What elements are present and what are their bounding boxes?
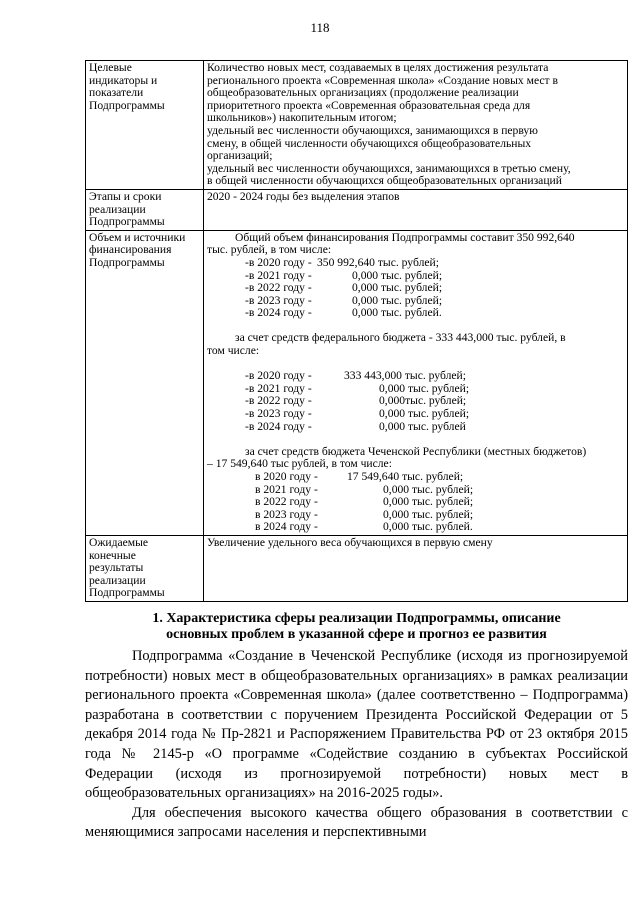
year-label: -в 2020 году - <box>245 369 312 383</box>
label-line: индикаторы и <box>89 73 158 87</box>
content-line: общеобразовательных организациях (продолжение реализации <box>207 86 519 100</box>
heading-line: основных проблем в указанной сфере и прогноз ее развития <box>166 627 547 642</box>
body-paragraph: Подпрограмма «Создание в Чеченской Республике (исходя из прогнозируемой потребности) новых мест в общеобразовательных организациях» в рамках реализации регионального проекта «Современная школа» (далее соответственно – Подпрограмма) разработана в соответствии с поручением Президента Российской Федерации от 5 декабря 2014 года № Пр-2821 и Распоряжением Правительства РФ от 23 октября 2015 года № 2145-р «О программе «Содействие созданию в субъектах Российской Федерации (исходя из прогнозируемой потребности) новых мест в общеобразовательных организациях» на 2016-2025 годы». <box>85 648 628 802</box>
row-content <box>204 61 628 190</box>
year-amount: 333 443,000 тыс. рублей; <box>344 369 466 383</box>
label-line: Объем и источники <box>89 230 186 244</box>
financing-year-row <box>207 496 624 509</box>
content-line: в общей численности обучающихся общеобразовательных организаций <box>207 174 562 188</box>
table-row-stages <box>86 189 628 230</box>
year-label: -в 2024 году - <box>245 419 312 433</box>
year-label: в 2022 году - <box>255 495 318 509</box>
content-line: регионального проекта «Современная школа» «Создание новых мест в <box>207 73 558 87</box>
year-label: -в 2020 году - <box>245 255 312 269</box>
year-label: в 2024 году - <box>255 520 318 534</box>
content-line: удельный вес численности обучающихся, занимающихся в третью смену, <box>207 161 571 175</box>
financing-total-intro: Общий объем финансирования Подпрограммы составит 350 992,640 <box>235 230 575 244</box>
subprogram-passport-table <box>85 60 628 602</box>
year-amount: 0,000 тыс. рублей; <box>352 281 443 295</box>
row-label <box>86 230 204 535</box>
content-line: приоритетного проекта «Современная образовательная среда для <box>207 98 531 112</box>
year-label: -в 2023 году - <box>245 407 312 421</box>
section-heading <box>85 611 628 643</box>
section-body <box>85 647 628 843</box>
year-label: -в 2022 году - <box>245 281 312 295</box>
financing-federal-intro: том числе: <box>207 344 260 358</box>
content-line: Количество новых мест, создаваемых в целях достижения результата <box>207 61 549 74</box>
year-amount: 0,000 тыс. рублей <box>379 419 466 433</box>
row-content <box>204 189 628 230</box>
year-label: в 2023 году - <box>255 507 318 521</box>
year-label: в 2020 году - <box>255 470 318 483</box>
label-line: Подпрограммы <box>89 255 165 269</box>
table-row-financing <box>86 230 628 535</box>
label-line: Подпрограммы <box>89 586 165 600</box>
table-row-results <box>86 535 628 601</box>
year-label: -в 2021 году - <box>245 268 312 282</box>
year-amount: 0,000 тыс. рублей; <box>379 407 470 421</box>
content-line: организаций; <box>207 149 273 163</box>
row-label <box>86 189 204 230</box>
label-line: финансирования <box>89 243 172 257</box>
financing-year-row <box>207 370 624 383</box>
row-label <box>86 61 204 190</box>
row-content <box>204 535 628 601</box>
content-line: 2020 - 2024 годы без выделения этапов <box>207 189 400 203</box>
financing-local-intro: за счет средств бюджета Чеченской Республики (местных бюджетов) <box>245 444 587 458</box>
label-line: результаты <box>89 561 144 575</box>
financing-year-row <box>207 521 624 534</box>
financing-year-row <box>207 421 624 434</box>
year-amount: 350 992,640 тыс. рублей; <box>317 255 439 269</box>
year-label: в 2021 году - <box>255 482 318 496</box>
content-line: смену, в общей численности обучающихся общеобразовательных <box>207 136 532 150</box>
content-line: Увеличение удельного веса обучающихся в первую смену <box>207 535 493 549</box>
year-amount: 0,000 тыс. рублей; <box>352 293 443 307</box>
spacer <box>207 433 624 446</box>
content-line: удельный вес численности обучающихся, занимающихся в первую <box>207 123 538 137</box>
row-content <box>204 230 628 535</box>
year-amount: 0,000 тыс. рублей. <box>383 520 473 534</box>
table-row-targets <box>86 61 628 190</box>
financing-year-row <box>207 471 624 484</box>
financing-local-intro: – 17 549,640 тыс рублей, в том числе: <box>207 457 392 471</box>
label-line: Ожидаемые <box>89 535 149 549</box>
label-line: конечные <box>89 548 136 562</box>
row-label <box>86 535 204 601</box>
label-line: реализации <box>89 573 146 587</box>
page-number: 118 <box>310 20 330 35</box>
financing-total-intro: тыс. рублей, в том числе: <box>207 243 332 257</box>
heading-line: 1. Характеристика сферы реализации Подпрограммы, описание <box>152 611 561 626</box>
year-amount: 0,000 тыс. рублей; <box>352 268 443 282</box>
label-line: реализации <box>89 202 146 216</box>
body-paragraph: Для обеспечения высокого качества общего образования в соответствии с меняющимися запросами населения и перспективными <box>85 804 628 841</box>
content-line: школьников») накопительным итогом; <box>207 111 397 125</box>
label-line: Подпрограммы <box>89 98 165 112</box>
year-amount: 0,000 тыс. рублей; <box>383 482 474 496</box>
label-line: Этапы и сроки <box>89 189 162 203</box>
financing-year-row <box>207 257 624 270</box>
label-line: Целевые <box>89 61 132 74</box>
label-line: Подпрограммы <box>89 215 165 229</box>
year-amount: 0,000тыс. рублей; <box>379 394 467 408</box>
year-label: -в 2024 году - <box>245 306 312 320</box>
financing-year-row <box>207 408 624 421</box>
year-amount: 0,000 тыс. рублей; <box>383 507 474 521</box>
year-label: -в 2021 году - <box>245 381 312 395</box>
year-amount: 17 549,640 тыс. рублей; <box>347 470 464 483</box>
financing-year-row <box>207 307 624 320</box>
financing-year-row <box>207 282 624 295</box>
year-label: -в 2022 году - <box>245 394 312 408</box>
label-line: показатели <box>89 86 144 100</box>
year-amount: 0,000 тыс. рублей; <box>383 495 474 509</box>
financing-federal-intro: за счет средств федерального бюджета - 333 443,000 тыс. рублей, в <box>235 331 566 345</box>
year-amount: 0,000 тыс. рублей. <box>352 306 442 320</box>
year-amount: 0,000 тыс. рублей; <box>379 381 470 395</box>
year-label: -в 2023 году - <box>245 293 312 307</box>
